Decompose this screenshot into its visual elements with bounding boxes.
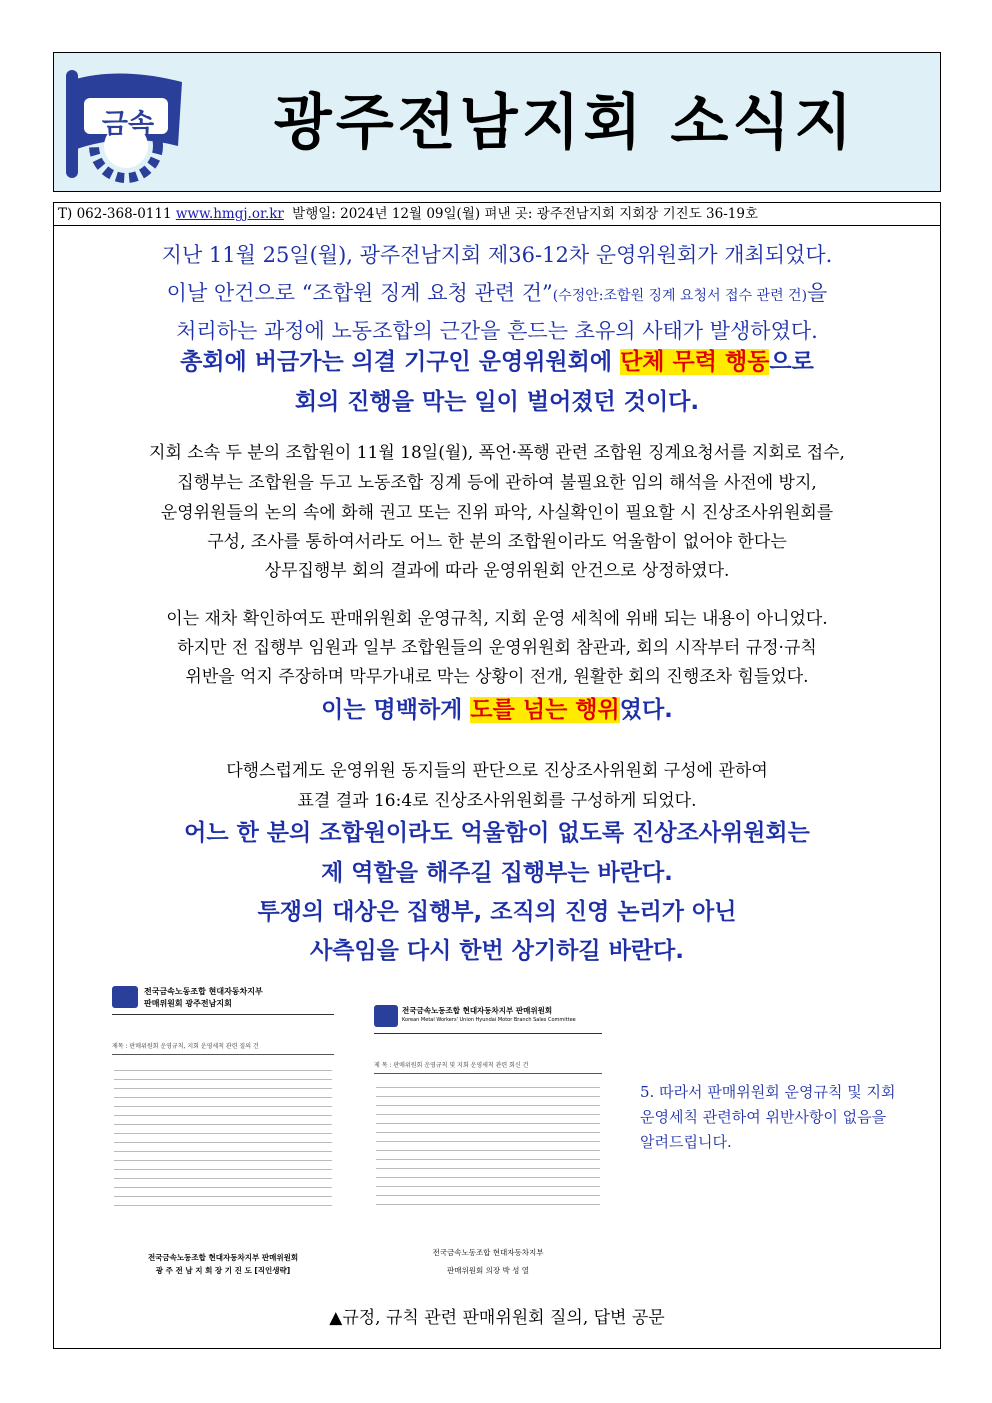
conclusion-line: 사측임을 다시 한번 상기하길 바란다.: [309, 938, 685, 964]
para3-line: 다행스럽게도 운영위원 동지들의 판단으로 진상조사위원회 구성에 관하여: [226, 761, 768, 781]
intro-line-2: 이날 안건으로 “조합원 징계 요청 관련 건”(수정안:조합원 징계 요청서 접수 관련 건)을: [166, 281, 828, 305]
publication-details: 발행일: 2024년 12월 09일(월) 펴낸 곳: 광주전남지회 지회장 기진도 36-19호: [292, 206, 758, 222]
para1-line: 상무집행부 회의 결과에 따라 운영위원회 안건으로 상정하였다.: [264, 561, 730, 581]
highlight-text: 도를 넘는 행위: [470, 697, 620, 723]
document-logo-icon: [374, 1005, 398, 1027]
conclusion-line: 제 역할을 해주길 집행부는 바란다.: [321, 860, 673, 886]
para3-line: 표결 결과 16:4로 진상조사위원회를 구성하게 되었다.: [297, 791, 697, 811]
inquiry-document-image: 전국금속노동조합 현대자동차지부 판매위원회 광주전남지회 제목 : 판매위원회 운영규칙, 지회 운영세칙 관련 질의 건 전국금속노동조합 현대자동차지부 판매위원회 광 주 전 남 지 회 장 기 진 도 [직인생략]: [108, 982, 338, 1282]
para1-line: 집행부는 조합원을 두고 노동조합 징계 등에 관하여 불필요한 임의 해석을 사전에 방지,: [177, 473, 817, 493]
para2-line: 하지만 전 집행부 임원과 일부 조합원들의 운영위원회 참관과, 회의 시작부터 규정·규칙: [177, 638, 817, 658]
intro-line-1: 지난 11월 25일(월), 광주전남지회 제36-12차 운영위원회가 개최되었다.: [161, 243, 833, 267]
page-title: 광주전남지회 소식지: [273, 88, 857, 158]
para2-line: 이는 재차 확인하여도 판매위원회 운영규칙, 지회 운영 세칙에 위배 되는 내용이 아니었다.: [166, 609, 828, 629]
para1-line: 운영위원들의 논의 속에 화해 권고 또는 진위 파악, 사실확인이 필요할 시 진상조사위원회를: [160, 503, 834, 523]
para2-bold: 이는 명백하게 도를 넘는 행위였다.: [321, 697, 673, 723]
para1-line: 지회 소속 두 분의 조합원이 11월 18일(월), 폭언·폭행 관련 조합원 징계요청서를 지회로 접수,: [149, 443, 845, 463]
reply-summary-note: 5. 따라서 판매위원회 운영규칙 및 지회 운영세칙 관련하여 위반사항이 없음을 알려드립니다.: [640, 1083, 896, 1151]
website-link[interactable]: www.hmgj.or.kr: [175, 206, 284, 222]
logo-text: 금속: [101, 109, 155, 140]
para2-line: 위반을 억지 주장하며 막무가내로 막는 상황이 전개, 원활한 회의 진행조차 힘들었다.: [185, 667, 809, 687]
intro-bold-line-2: 회의 진행을 막는 일이 벌어졌던 것이다.: [294, 389, 700, 415]
intro-line-3: 처리하는 과정에 노동조합의 근간을 흔드는 초유의 사태가 발생하였다.: [176, 319, 818, 343]
para1-line: 구성, 조사를 통하여서라도 어느 한 분의 조합원이라도 억울함이 없어야 한다는: [207, 532, 787, 552]
image-caption: ▲규정, 규칙 관련 판매위원회 질의, 답변 공문: [329, 1308, 665, 1328]
reply-document-image: 전국금속노동조합 현대자동차지부 판매위원회 Korean Metal Workers' Union Hyundai Motor Branch Sales Committee 제 목 : 판매위원회 운영규칙 및 지회 운영세칙 관련 회신 건 전국금속노동조합 현대자동차지부 판매위원회 의장 박 성 열: [368, 985, 608, 1285]
phone: T) 062-368-0111: [58, 206, 172, 222]
document-logo-icon: [112, 986, 138, 1008]
conclusion-line: 투쟁의 대상은 집행부, 조직의 진영 논리가 아닌: [257, 899, 737, 925]
conclusion-line: 어느 한 분의 조합원이라도 억울함이 없도록 진상조사위원회는: [184, 820, 810, 846]
intro-bold-line-1: 총회에 버금가는 의결 기구인 운영위원회에 단체 무력 행동으로: [180, 349, 814, 375]
publication-info: [53, 202, 941, 226]
highlight-text: 단체 무력 행동: [620, 349, 770, 375]
